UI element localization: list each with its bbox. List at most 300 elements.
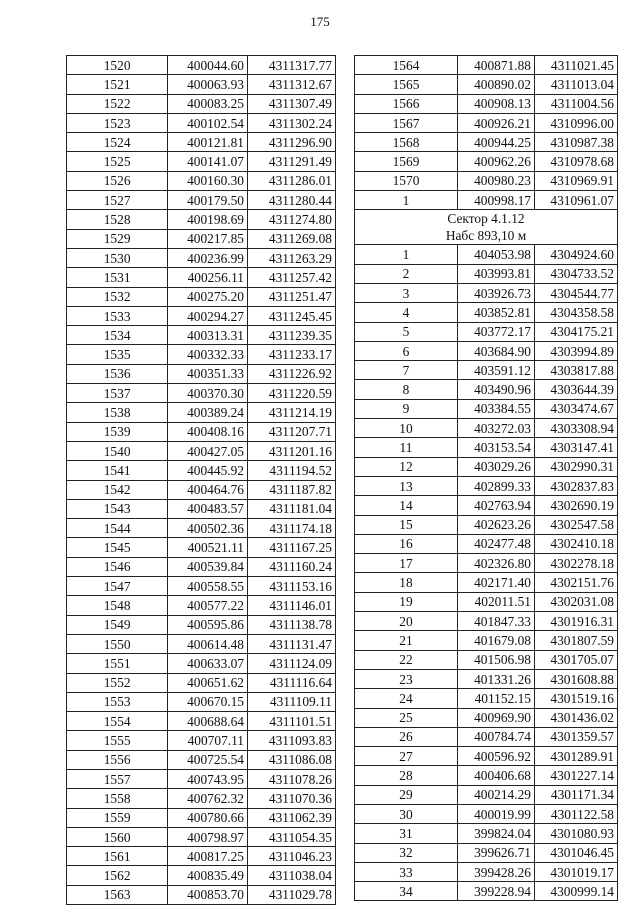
y-coordinate-cell: 4311054.35 bbox=[248, 827, 336, 846]
point-number-cell: 1523 bbox=[67, 113, 168, 132]
table-row bbox=[67, 480, 336, 499]
point-number-cell: 1 bbox=[355, 245, 458, 264]
point-number-cell: 1545 bbox=[67, 538, 168, 557]
y-coordinate-cell: 4311187.82 bbox=[248, 480, 336, 499]
point-number-cell: 1542 bbox=[67, 480, 168, 499]
y-coordinate-cell: 4302410.18 bbox=[535, 534, 618, 553]
point-number-cell: 1535 bbox=[67, 345, 168, 364]
sector-header-row bbox=[355, 210, 618, 245]
table-row bbox=[67, 384, 336, 403]
x-coordinate-cell: 401506.98 bbox=[458, 650, 535, 669]
table-row bbox=[355, 689, 618, 708]
table-row bbox=[355, 438, 618, 457]
x-coordinate-cell: 400102.54 bbox=[168, 113, 248, 132]
x-coordinate-cell: 403926.73 bbox=[458, 283, 535, 302]
x-coordinate-cell: 400275.20 bbox=[168, 287, 248, 306]
point-number-cell: 19 bbox=[355, 592, 458, 611]
y-coordinate-cell: 4303308.94 bbox=[535, 419, 618, 438]
y-coordinate-cell: 4311274.80 bbox=[248, 210, 336, 229]
table-row bbox=[355, 766, 618, 785]
y-coordinate-cell: 4311153.16 bbox=[248, 577, 336, 596]
x-coordinate-cell: 400596.92 bbox=[458, 747, 535, 766]
x-coordinate-cell: 400502.36 bbox=[168, 519, 248, 538]
point-number-cell: 32 bbox=[355, 843, 458, 862]
x-coordinate-cell: 400707.11 bbox=[168, 731, 248, 750]
x-coordinate-cell: 402171.40 bbox=[458, 573, 535, 592]
y-coordinate-cell: 4311174.18 bbox=[248, 519, 336, 538]
point-number-cell: 1555 bbox=[67, 731, 168, 750]
y-coordinate-cell: 4311131.47 bbox=[248, 634, 336, 653]
point-number-cell: 30 bbox=[355, 804, 458, 823]
x-coordinate-cell: 400217.85 bbox=[168, 229, 248, 248]
y-coordinate-cell: 4301046.45 bbox=[535, 843, 618, 862]
x-coordinate-cell: 400670.15 bbox=[168, 692, 248, 711]
table-row bbox=[67, 789, 336, 808]
table-row bbox=[67, 712, 336, 731]
table-row bbox=[355, 708, 618, 727]
x-coordinate-cell: 400890.02 bbox=[458, 75, 535, 94]
point-number-cell: 24 bbox=[355, 689, 458, 708]
point-number-cell: 1550 bbox=[67, 634, 168, 653]
x-coordinate-cell: 400160.30 bbox=[168, 171, 248, 190]
point-number-cell: 15 bbox=[355, 515, 458, 534]
x-coordinate-cell: 402326.80 bbox=[458, 554, 535, 573]
table-row bbox=[67, 461, 336, 480]
table-row bbox=[67, 403, 336, 422]
table-row bbox=[355, 727, 618, 746]
point-number-cell: 1561 bbox=[67, 847, 168, 866]
table-row bbox=[355, 631, 618, 650]
point-number-cell: 29 bbox=[355, 785, 458, 804]
y-coordinate-cell: 4311214.19 bbox=[248, 403, 336, 422]
page-number: 175 bbox=[310, 14, 330, 29]
table-row bbox=[67, 422, 336, 441]
point-number-cell: 1547 bbox=[67, 577, 168, 596]
table-row bbox=[67, 191, 336, 210]
point-number-cell: 1528 bbox=[67, 210, 168, 229]
y-coordinate-cell: 4302690.19 bbox=[535, 496, 618, 515]
x-coordinate-cell: 400521.11 bbox=[168, 538, 248, 557]
x-coordinate-cell: 400179.50 bbox=[168, 191, 248, 210]
table-row bbox=[67, 287, 336, 306]
y-coordinate-cell: 4301519.16 bbox=[535, 689, 618, 708]
table-row bbox=[67, 538, 336, 557]
point-number-cell: 1549 bbox=[67, 615, 168, 634]
coordinates-table-left bbox=[66, 55, 336, 905]
x-coordinate-cell: 400256.11 bbox=[168, 268, 248, 287]
x-coordinate-cell: 400332.33 bbox=[168, 345, 248, 364]
y-coordinate-cell: 4311109.11 bbox=[248, 692, 336, 711]
x-coordinate-cell: 404053.98 bbox=[458, 245, 535, 264]
point-number-cell: 8 bbox=[355, 380, 458, 399]
x-coordinate-cell: 400762.32 bbox=[168, 789, 248, 808]
y-coordinate-cell: 4304924.60 bbox=[535, 245, 618, 264]
x-coordinate-cell: 400236.99 bbox=[168, 248, 248, 267]
y-coordinate-cell: 4311312.67 bbox=[248, 75, 336, 94]
y-coordinate-cell: 4302278.18 bbox=[535, 554, 618, 573]
point-number-cell: 1563 bbox=[67, 885, 168, 904]
x-coordinate-cell: 400044.60 bbox=[168, 56, 248, 75]
point-number-cell: 2 bbox=[355, 264, 458, 283]
y-coordinate-cell: 4304733.52 bbox=[535, 264, 618, 283]
point-number-cell: 21 bbox=[355, 631, 458, 650]
x-coordinate-cell: 401152.15 bbox=[458, 689, 535, 708]
point-number-cell: 14 bbox=[355, 496, 458, 515]
y-coordinate-cell: 4311021.45 bbox=[535, 56, 618, 75]
table-row bbox=[67, 364, 336, 383]
x-coordinate-cell: 400577.22 bbox=[168, 596, 248, 615]
x-coordinate-cell: 401847.33 bbox=[458, 612, 535, 631]
point-number-cell: 1565 bbox=[355, 75, 458, 94]
y-coordinate-cell: 4301227.14 bbox=[535, 766, 618, 785]
x-coordinate-cell: 400121.81 bbox=[168, 133, 248, 152]
point-number-cell: 1 bbox=[355, 191, 458, 210]
point-number-cell: 25 bbox=[355, 708, 458, 727]
x-coordinate-cell: 400962.26 bbox=[458, 152, 535, 171]
y-coordinate-cell: 4311181.04 bbox=[248, 499, 336, 518]
table-row bbox=[355, 380, 618, 399]
y-coordinate-cell: 4311070.36 bbox=[248, 789, 336, 808]
x-coordinate-cell: 400083.25 bbox=[168, 94, 248, 113]
y-coordinate-cell: 4310961.07 bbox=[535, 191, 618, 210]
point-number-cell: 1543 bbox=[67, 499, 168, 518]
point-number-cell: 31 bbox=[355, 824, 458, 843]
y-coordinate-cell: 4303147.41 bbox=[535, 438, 618, 457]
point-number-cell: 1534 bbox=[67, 326, 168, 345]
x-coordinate-cell: 399824.04 bbox=[458, 824, 535, 843]
point-number-cell: 1526 bbox=[67, 171, 168, 190]
table-row bbox=[355, 171, 618, 190]
x-coordinate-cell: 403490.96 bbox=[458, 380, 535, 399]
table-row bbox=[67, 557, 336, 576]
x-coordinate-cell: 402623.26 bbox=[458, 515, 535, 534]
table-row bbox=[67, 248, 336, 267]
x-coordinate-cell: 400908.13 bbox=[458, 94, 535, 113]
y-coordinate-cell: 4311251.47 bbox=[248, 287, 336, 306]
y-coordinate-cell: 4310978.68 bbox=[535, 152, 618, 171]
x-coordinate-cell: 402763.94 bbox=[458, 496, 535, 515]
y-coordinate-cell: 4311013.04 bbox=[535, 75, 618, 94]
y-coordinate-cell: 4304358.58 bbox=[535, 303, 618, 322]
x-coordinate-cell: 400614.48 bbox=[168, 634, 248, 653]
y-coordinate-cell: 4302547.58 bbox=[535, 515, 618, 534]
x-coordinate-cell: 400019.99 bbox=[458, 804, 535, 823]
table-row bbox=[355, 152, 618, 171]
y-coordinate-cell: 4302837.83 bbox=[535, 476, 618, 495]
point-number-cell: 1556 bbox=[67, 750, 168, 769]
point-number-cell: 1540 bbox=[67, 441, 168, 460]
point-number-cell: 28 bbox=[355, 766, 458, 785]
x-coordinate-cell: 402899.33 bbox=[458, 476, 535, 495]
table-row bbox=[67, 634, 336, 653]
point-number-cell: 9 bbox=[355, 399, 458, 418]
x-coordinate-cell: 399428.26 bbox=[458, 862, 535, 881]
table-row bbox=[355, 457, 618, 476]
x-coordinate-cell: 400743.95 bbox=[168, 769, 248, 788]
point-number-cell: 1539 bbox=[67, 422, 168, 441]
table-row bbox=[67, 113, 336, 132]
point-number-cell: 1554 bbox=[67, 712, 168, 731]
x-coordinate-cell: 400445.92 bbox=[168, 461, 248, 480]
point-number-cell: 6 bbox=[355, 341, 458, 360]
table-row bbox=[67, 750, 336, 769]
table-row bbox=[355, 283, 618, 302]
x-coordinate-cell: 400558.55 bbox=[168, 577, 248, 596]
table-row bbox=[67, 345, 336, 364]
y-coordinate-cell: 4301171.34 bbox=[535, 785, 618, 804]
x-coordinate-cell: 400214.29 bbox=[458, 785, 535, 804]
y-coordinate-cell: 4303994.89 bbox=[535, 341, 618, 360]
table-row bbox=[355, 843, 618, 862]
point-number-cell: 1532 bbox=[67, 287, 168, 306]
table-row bbox=[355, 56, 618, 75]
x-coordinate-cell: 400294.27 bbox=[168, 306, 248, 325]
x-coordinate-cell: 400926.21 bbox=[458, 113, 535, 132]
point-number-cell: 1536 bbox=[67, 364, 168, 383]
table-row bbox=[355, 191, 618, 210]
y-coordinate-cell: 4302031.08 bbox=[535, 592, 618, 611]
y-coordinate-cell: 4311263.29 bbox=[248, 248, 336, 267]
y-coordinate-cell: 4311138.78 bbox=[248, 615, 336, 634]
y-coordinate-cell: 4301608.88 bbox=[535, 669, 618, 688]
x-coordinate-cell: 399626.71 bbox=[458, 843, 535, 862]
table-row bbox=[355, 573, 618, 592]
x-coordinate-cell: 400389.24 bbox=[168, 403, 248, 422]
x-coordinate-cell: 401679.08 bbox=[458, 631, 535, 650]
y-coordinate-cell: 4310987.38 bbox=[535, 133, 618, 152]
y-coordinate-cell: 4311245.45 bbox=[248, 306, 336, 325]
table-row bbox=[67, 326, 336, 345]
table-row bbox=[67, 885, 336, 904]
x-coordinate-cell: 400780.66 bbox=[168, 808, 248, 827]
x-coordinate-cell: 402477.48 bbox=[458, 534, 535, 553]
y-coordinate-cell: 4311101.51 bbox=[248, 712, 336, 731]
table-row bbox=[67, 210, 336, 229]
x-coordinate-cell: 403684.90 bbox=[458, 341, 535, 360]
point-number-cell: 3 bbox=[355, 283, 458, 302]
point-number-cell: 1530 bbox=[67, 248, 168, 267]
point-number-cell: 1551 bbox=[67, 654, 168, 673]
point-number-cell: 1559 bbox=[67, 808, 168, 827]
table-row bbox=[355, 245, 618, 264]
y-coordinate-cell: 4311220.59 bbox=[248, 384, 336, 403]
x-coordinate-cell: 403772.17 bbox=[458, 322, 535, 341]
x-coordinate-cell: 400370.30 bbox=[168, 384, 248, 403]
x-coordinate-cell: 399228.94 bbox=[458, 882, 535, 901]
y-coordinate-cell: 4311307.49 bbox=[248, 94, 336, 113]
y-coordinate-cell: 4310996.00 bbox=[535, 113, 618, 132]
point-number-cell: 1537 bbox=[67, 384, 168, 403]
table-row bbox=[355, 322, 618, 341]
point-number-cell: 1520 bbox=[67, 56, 168, 75]
x-coordinate-cell: 400835.49 bbox=[168, 866, 248, 885]
table-row bbox=[67, 654, 336, 673]
y-coordinate-cell: 4311269.08 bbox=[248, 229, 336, 248]
table-row bbox=[355, 496, 618, 515]
table-row bbox=[355, 113, 618, 132]
y-coordinate-cell: 4311317.77 bbox=[248, 56, 336, 75]
point-number-cell: 22 bbox=[355, 650, 458, 669]
x-coordinate-cell: 400998.17 bbox=[458, 191, 535, 210]
point-number-cell: 16 bbox=[355, 534, 458, 553]
sector-title: Сектор 4.1.12 bbox=[447, 211, 525, 227]
point-number-cell: 34 bbox=[355, 882, 458, 901]
point-number-cell: 12 bbox=[355, 457, 458, 476]
table-row bbox=[67, 847, 336, 866]
point-number-cell: 1567 bbox=[355, 113, 458, 132]
point-number-cell: 1562 bbox=[67, 866, 168, 885]
x-coordinate-cell: 403993.81 bbox=[458, 264, 535, 283]
table-row bbox=[355, 650, 618, 669]
x-coordinate-cell: 400725.54 bbox=[168, 750, 248, 769]
point-number-cell: 1553 bbox=[67, 692, 168, 711]
y-coordinate-cell: 4311296.90 bbox=[248, 133, 336, 152]
table-row bbox=[355, 303, 618, 322]
table-row bbox=[67, 268, 336, 287]
point-number-cell: 5 bbox=[355, 322, 458, 341]
table-row bbox=[355, 592, 618, 611]
y-coordinate-cell: 4311201.16 bbox=[248, 441, 336, 460]
point-number-cell: 4 bbox=[355, 303, 458, 322]
table-row bbox=[67, 866, 336, 885]
table-row bbox=[355, 75, 618, 94]
x-coordinate-cell: 400539.84 bbox=[168, 557, 248, 576]
point-number-cell: 1533 bbox=[67, 306, 168, 325]
x-coordinate-cell: 402011.51 bbox=[458, 592, 535, 611]
point-number-cell: 1566 bbox=[355, 94, 458, 113]
point-number-cell: 1522 bbox=[67, 94, 168, 113]
table-row bbox=[67, 441, 336, 460]
table-row bbox=[355, 264, 618, 283]
table-row bbox=[67, 519, 336, 538]
point-number-cell: 1560 bbox=[67, 827, 168, 846]
table-row bbox=[355, 476, 618, 495]
table-row bbox=[355, 612, 618, 631]
table-row bbox=[67, 152, 336, 171]
x-coordinate-cell: 400313.31 bbox=[168, 326, 248, 345]
point-number-cell: 1552 bbox=[67, 673, 168, 692]
table-row bbox=[67, 133, 336, 152]
point-number-cell: 20 bbox=[355, 612, 458, 631]
table-row bbox=[67, 94, 336, 113]
y-coordinate-cell: 4302990.31 bbox=[535, 457, 618, 476]
y-coordinate-cell: 4311086.08 bbox=[248, 750, 336, 769]
sector-subtitle: Набс 893,10 м bbox=[445, 228, 527, 244]
y-coordinate-cell: 4304544.77 bbox=[535, 283, 618, 302]
y-coordinate-cell: 4311160.24 bbox=[248, 557, 336, 576]
point-number-cell: 1541 bbox=[67, 461, 168, 480]
y-coordinate-cell: 4301807.59 bbox=[535, 631, 618, 650]
y-coordinate-cell: 4303817.88 bbox=[535, 361, 618, 380]
y-coordinate-cell: 4311038.04 bbox=[248, 866, 336, 885]
x-coordinate-cell: 400063.93 bbox=[168, 75, 248, 94]
x-coordinate-cell: 400784.74 bbox=[458, 727, 535, 746]
table-row bbox=[67, 827, 336, 846]
table-row bbox=[67, 56, 336, 75]
point-number-cell: 1568 bbox=[355, 133, 458, 152]
table-row bbox=[355, 669, 618, 688]
x-coordinate-cell: 400969.90 bbox=[458, 708, 535, 727]
point-number-cell: 1570 bbox=[355, 171, 458, 190]
sector-header-cell bbox=[355, 210, 618, 245]
x-coordinate-cell: 400633.07 bbox=[168, 654, 248, 673]
x-coordinate-cell: 400483.57 bbox=[168, 499, 248, 518]
x-coordinate-cell: 400651.62 bbox=[168, 673, 248, 692]
y-coordinate-cell: 4301289.91 bbox=[535, 747, 618, 766]
y-coordinate-cell: 4310969.91 bbox=[535, 171, 618, 190]
y-coordinate-cell: 4301916.31 bbox=[535, 612, 618, 631]
table-row bbox=[67, 306, 336, 325]
y-coordinate-cell: 4301080.93 bbox=[535, 824, 618, 843]
x-coordinate-cell: 403029.26 bbox=[458, 457, 535, 476]
table-row bbox=[355, 824, 618, 843]
point-number-cell: 1548 bbox=[67, 596, 168, 615]
table-row bbox=[67, 229, 336, 248]
y-coordinate-cell: 4311286.01 bbox=[248, 171, 336, 190]
x-coordinate-cell: 403153.54 bbox=[458, 438, 535, 457]
y-coordinate-cell: 4311207.71 bbox=[248, 422, 336, 441]
x-coordinate-cell: 400406.68 bbox=[458, 766, 535, 785]
x-coordinate-cell: 400595.86 bbox=[168, 615, 248, 634]
table-row bbox=[67, 596, 336, 615]
y-coordinate-cell: 4301019.17 bbox=[535, 862, 618, 881]
y-coordinate-cell: 4311233.17 bbox=[248, 345, 336, 364]
y-coordinate-cell: 4301359.57 bbox=[535, 727, 618, 746]
point-number-cell: 27 bbox=[355, 747, 458, 766]
y-coordinate-cell: 4311046.23 bbox=[248, 847, 336, 866]
table-row bbox=[355, 419, 618, 438]
y-coordinate-cell: 4311124.09 bbox=[248, 654, 336, 673]
x-coordinate-cell: 400464.76 bbox=[168, 480, 248, 499]
table-row bbox=[355, 747, 618, 766]
point-number-cell: 11 bbox=[355, 438, 458, 457]
point-number-cell: 1538 bbox=[67, 403, 168, 422]
table-row bbox=[67, 171, 336, 190]
table-row bbox=[67, 808, 336, 827]
y-coordinate-cell: 4311078.26 bbox=[248, 769, 336, 788]
y-coordinate-cell: 4311226.92 bbox=[248, 364, 336, 383]
point-number-cell: 1525 bbox=[67, 152, 168, 171]
x-coordinate-cell: 400798.97 bbox=[168, 827, 248, 846]
table-row bbox=[355, 882, 618, 901]
point-number-cell: 13 bbox=[355, 476, 458, 495]
point-number-cell: 26 bbox=[355, 727, 458, 746]
point-number-cell: 1564 bbox=[355, 56, 458, 75]
point-number-cell: 1524 bbox=[67, 133, 168, 152]
x-coordinate-cell: 400688.64 bbox=[168, 712, 248, 731]
table-row bbox=[355, 862, 618, 881]
x-coordinate-cell: 400817.25 bbox=[168, 847, 248, 866]
y-coordinate-cell: 4300999.14 bbox=[535, 882, 618, 901]
point-number-cell: 18 bbox=[355, 573, 458, 592]
y-coordinate-cell: 4301436.02 bbox=[535, 708, 618, 727]
table-row bbox=[355, 534, 618, 553]
y-coordinate-cell: 4311239.35 bbox=[248, 326, 336, 345]
point-number-cell: 33 bbox=[355, 862, 458, 881]
table-row bbox=[355, 785, 618, 804]
x-coordinate-cell: 403591.12 bbox=[458, 361, 535, 380]
y-coordinate-cell: 4311302.24 bbox=[248, 113, 336, 132]
table-row bbox=[67, 75, 336, 94]
point-number-cell: 17 bbox=[355, 554, 458, 573]
y-coordinate-cell: 4311167.25 bbox=[248, 538, 336, 557]
point-number-cell: 1546 bbox=[67, 557, 168, 576]
x-coordinate-cell: 400427.05 bbox=[168, 441, 248, 460]
point-number-cell: 1521 bbox=[67, 75, 168, 94]
y-coordinate-cell: 4311116.64 bbox=[248, 673, 336, 692]
y-coordinate-cell: 4301122.58 bbox=[535, 804, 618, 823]
y-coordinate-cell: 4304175.21 bbox=[535, 322, 618, 341]
